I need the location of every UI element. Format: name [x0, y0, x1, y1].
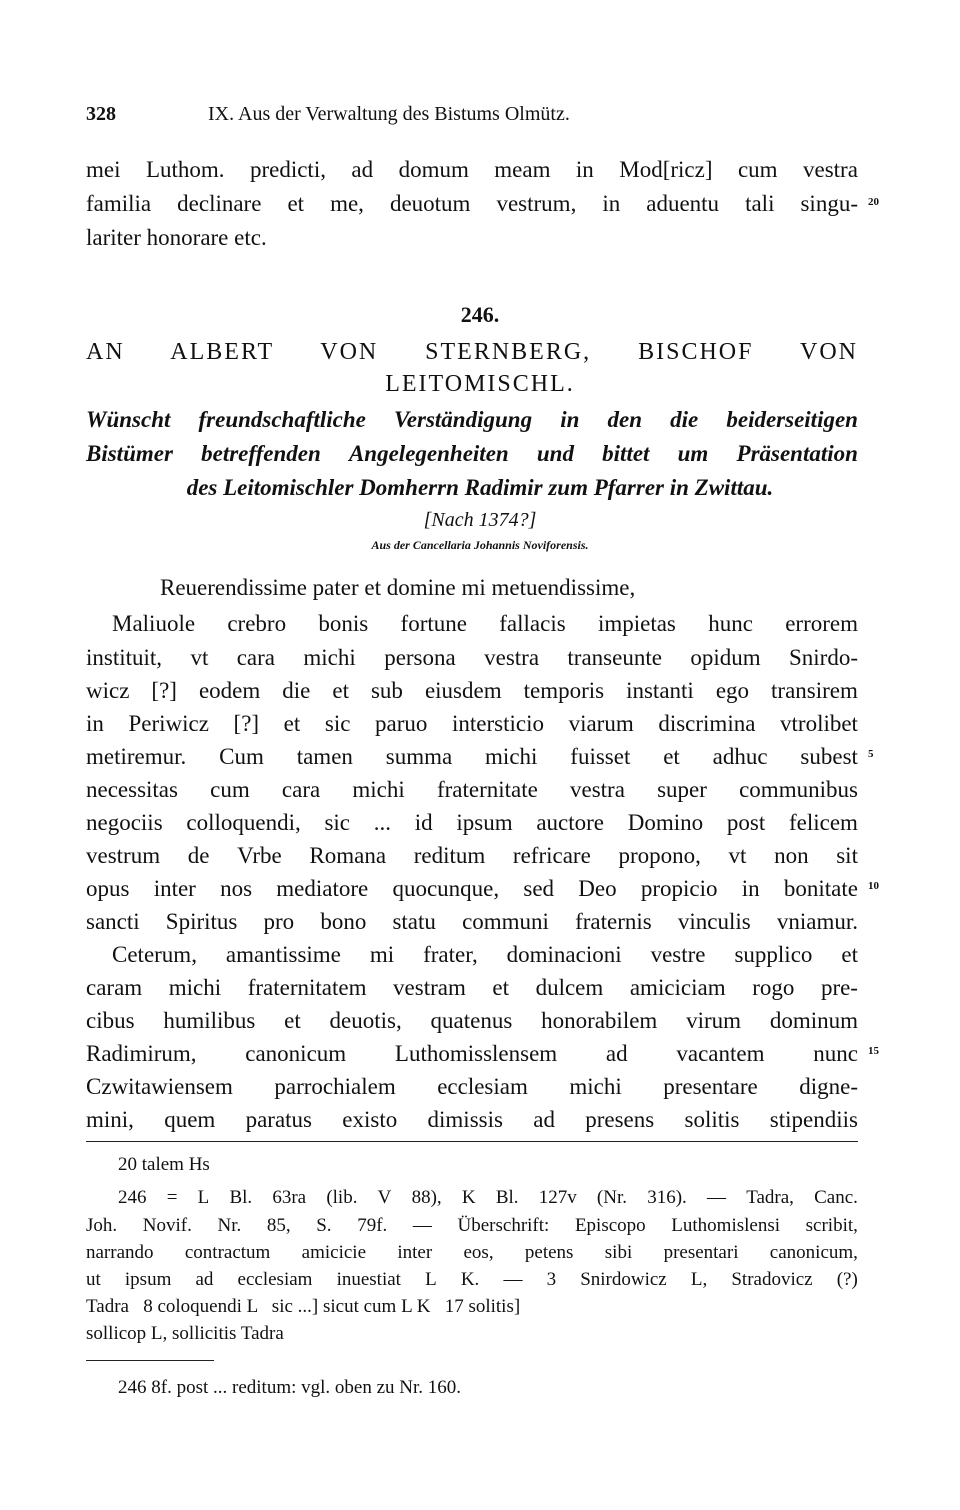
- apparatus-line: Joh. Novif. Nr. 85, S. 79f. — Überschrift: Episcopo Luthomislensi scribit,: [86, 1215, 858, 1236]
- body-line: Czwitawiensem parrochialem ecclesiam michi presentare digne-: [86, 1074, 858, 1099]
- body-line: caram michi fraternitatem vestram et dulcem amiciciam rogo pre-: [86, 975, 858, 1000]
- apparatus-line: ut ipsum ad ecclesiam inuestiat L K. — 3 Snirdowicz L, Stradovicz (?): [86, 1269, 858, 1290]
- apparatus-line: narrando contractum amicicie inter eos, petens sibi presentari canonicum,: [86, 1242, 858, 1263]
- document-source: Aus der Cancellaria Johannis Noviforensis.: [371, 538, 589, 552]
- footnote-previous: 20 talem Hs: [118, 1154, 210, 1175]
- apparatus-line: 246 = L Bl. 63ra (lib. V 88), K Bl. 127v (Nr. 316). — Tadra, Canc.: [118, 1187, 858, 1208]
- document-number: 246.: [460, 302, 500, 327]
- body-line: wicz [?] eodem die et sub eiusdem temporis instanti ego transirem: [86, 678, 858, 703]
- body-line: Maliuole crebro bonis fortune fallacis impietas hunc errorem: [112, 611, 858, 636]
- body-line: necessitas cum cara michi fraternitate vestra super communibus: [86, 777, 858, 802]
- margin-number: 10: [868, 880, 879, 892]
- footnote-rule: [86, 1141, 858, 1142]
- margin-number: 15: [868, 1045, 879, 1057]
- body-line: negociis colloquendi, sic ... id ipsum auctore Domino post felicem: [86, 810, 858, 835]
- margin-number: 20: [868, 196, 879, 208]
- document-heading: LEITOMISCHL.: [385, 371, 575, 397]
- body-line: cibus humilibus et deuotis, quatenus honorabilem virum dominum: [86, 1008, 858, 1033]
- body-line: instituit, vt cara michi persona vestra transeunte opidum Snirdo-: [86, 645, 858, 670]
- body-line: mini, quem paratus existo dimissis ad presens solitis stipendiis: [86, 1107, 858, 1132]
- page-number: 328: [86, 103, 116, 125]
- commentary-note: 246 8f. post ... reditum: vgl. oben zu Nr. 160.: [118, 1377, 462, 1398]
- document-date: [Nach 1374?]: [423, 509, 537, 531]
- continuation-line: mei Luthom. predicti, ad domum meam in Mod[ricz] cum vestra: [86, 157, 858, 182]
- body-line: in Periwicz [?] et sic paruo intersticio viarum discrimina vtrolibet: [86, 711, 858, 736]
- commentary-rule: [86, 1360, 214, 1361]
- summary-line: Bistümer betreffenden Angelegenheiten und bittet um Präsentation: [86, 441, 858, 466]
- running-title: IX. Aus der Verwaltung des Bistums Olmütz.: [208, 103, 570, 125]
- body-line: sancti Spiritus pro bono statu communi fraternis vinculis vniamur.: [86, 909, 858, 934]
- body-line: Radimirum, canonicum Luthomisslensem ad vacantem nunc: [86, 1041, 858, 1066]
- continuation-line: lariter honorare etc.: [86, 225, 267, 250]
- summary-line: Wünscht freundschaftliche Verständigung in den die beiderseitigen: [86, 407, 858, 432]
- body-line: metiremur. Cum tamen summa michi fuisset et adhuc subest: [86, 744, 858, 769]
- body-line: vestrum de Vrbe Romana reditum refricare propono, vt non sit: [86, 843, 858, 868]
- margin-number: 5: [868, 748, 874, 760]
- document-heading: AN ALBERT VON STERNBERG, BISCHOF VON: [86, 339, 858, 365]
- continuation-line: familia declinare et me, deuotum vestrum, in aduentu tali singu-: [86, 191, 858, 216]
- summary-line: des Leitomischler Domherrn Radimir zum Pfarrer in Zwittau.: [186, 475, 774, 500]
- apparatus-line: sollicop L, sollicitis Tadra: [86, 1323, 284, 1344]
- body-line: opus inter nos mediatore quocunque, sed Deo propicio in bonitate: [86, 876, 858, 901]
- salutation: Reuerendissime pater et domine mi metuendissime,: [160, 575, 636, 600]
- body-line: Ceterum, amantissime mi frater, dominacioni vestre supplico et: [112, 942, 858, 967]
- apparatus-line: Tadra 8 coloquendi L sic ...] sicut cum L K 17 solitis]: [86, 1296, 521, 1317]
